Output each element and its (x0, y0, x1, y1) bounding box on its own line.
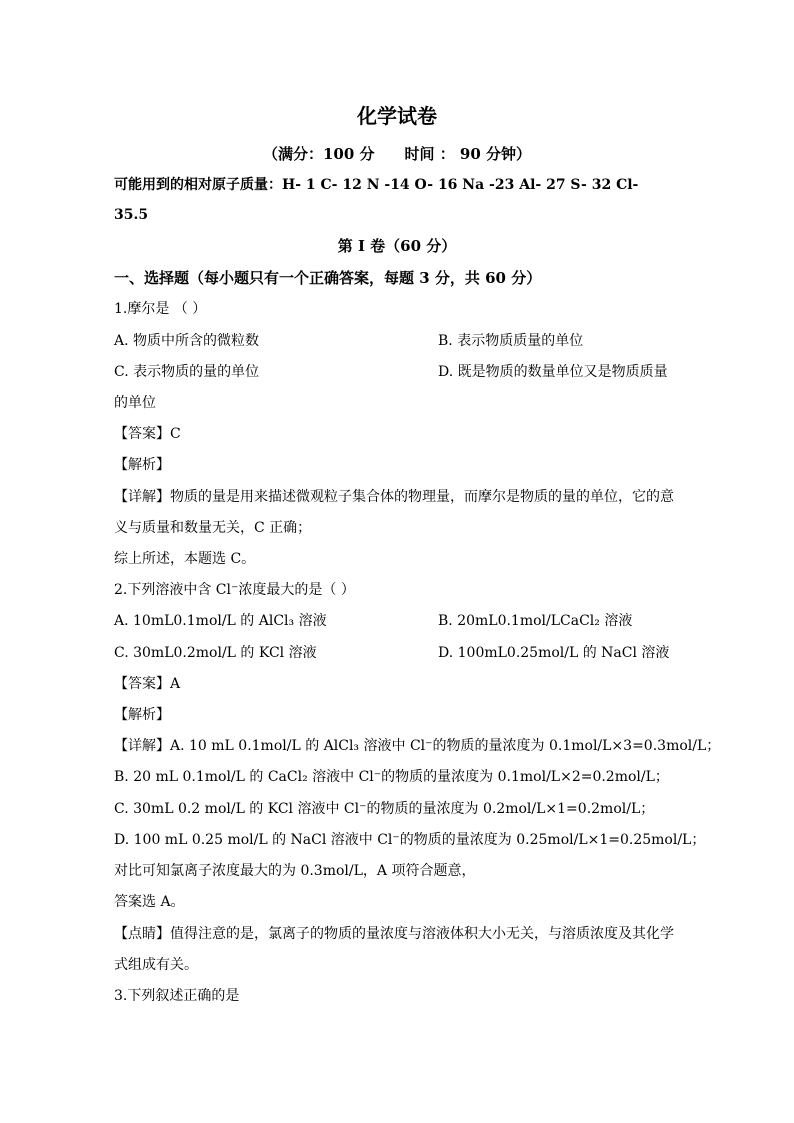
question-2-option-b: B. 20mL0.1mol/LCaCl₂ 溶液 (438, 613, 633, 629)
question-1-stem: 1.摩尔是 （ ） (114, 301, 207, 317)
question-1-option-d: D. 既是物质的数量单位又是物质质量 (438, 364, 668, 380)
question-2-note-line-2: 式组成有关。 (114, 957, 198, 973)
question-2-stem: 2.下列溶液中含 Cl⁻浓度最大的是（ ） (114, 582, 355, 598)
question-2-detail-b: B. 20 mL 0.1mol/L 的 CaCl₂ 溶液中 Cl⁻的物质的量浓度为 0.1mol/L×2=0.2mol/L； (114, 769, 669, 785)
question-1-option-c: C. 表示物质的量的单位 (114, 364, 260, 380)
question-2-detail-d: D. 100 mL 0.25 mol/L 的 NaCl 溶液中 Cl⁻的物质的量浓度为 0.25mol/L×1=0.25mol/L； (114, 832, 706, 848)
page-title: 化学试卷 (357, 104, 437, 128)
question-2-detail-c: C. 30mL 0.2 mol/L 的 KCl 溶液中 Cl⁻的物质的量浓度为 0.2mol/L×1=0.2mol/L； (114, 801, 655, 817)
question-2-option-d: D. 100mL0.25mol/L 的 NaCl 溶液 (438, 645, 670, 661)
question-1-summary: 综上所述，本题选 C。 (114, 551, 256, 567)
question-1-answer: 【答案】C (114, 426, 181, 442)
question-1-option-b: B. 表示物质质量的单位 (438, 333, 584, 349)
atomic-mass-line-2: 35.5 (114, 207, 149, 223)
atomic-mass-line-1: 可能用到的相对原子质量：H- 1 C- 12 N -14 O- 16 Na -23 Al- 27 S- 32 Cl- (114, 177, 639, 193)
question-2-answer: 【答案】A (114, 676, 181, 692)
question-2-analysis-label: 【解析】 (114, 707, 170, 723)
question-1-detail-line-1: 【详解】物质的量是用来描述微观粒子集合体的物理量，而摩尔是物质的量的单位，它的意 (114, 489, 674, 505)
question-2-conclusion: 答案选 A。 (114, 894, 185, 910)
question-1-analysis-label: 【解析】 (114, 457, 170, 473)
question-1-option-d-continued: 的单位 (114, 395, 156, 411)
question-2-detail-a: 【详解】A. 10 mL 0.1mol/L 的 AlCl₃ 溶液中 Cl⁻的物质的量浓度为 0.1mol/L×3=0.3mol/L； (114, 738, 721, 754)
section-heading: 一、选择题（每小题只有一个正确答案，每题 3 分，共 60 分） (114, 269, 542, 287)
question-2-comparison: 对比可知氯离子浓度最大的为 0.3mol/L，A 项符合题意， (114, 863, 476, 879)
question-1-option-a: A. 物质中所含的微粒数 (114, 333, 260, 349)
question-2-option-a: A. 10mL0.1mol/L 的 AlCl₃ 溶液 (114, 613, 327, 629)
question-2-option-c: C. 30mL0.2mol/L 的 KCl 溶液 (114, 645, 317, 661)
score-time-info: （满分：100 分 时间 ： 90 分钟） (262, 145, 532, 163)
volume-heading: 第 I 卷（60 分） (337, 237, 457, 255)
question-1-detail-line-2: 义与质量和数量无关，C 正确； (114, 520, 312, 536)
question-2-note-line-1: 【点睛】值得注意的是，氯离子的物质的量浓度与溶液体积大小无关，与溶质浓度及其化学 (114, 926, 674, 942)
question-3-stem: 3.下列叙述正确的是 (114, 988, 240, 1004)
